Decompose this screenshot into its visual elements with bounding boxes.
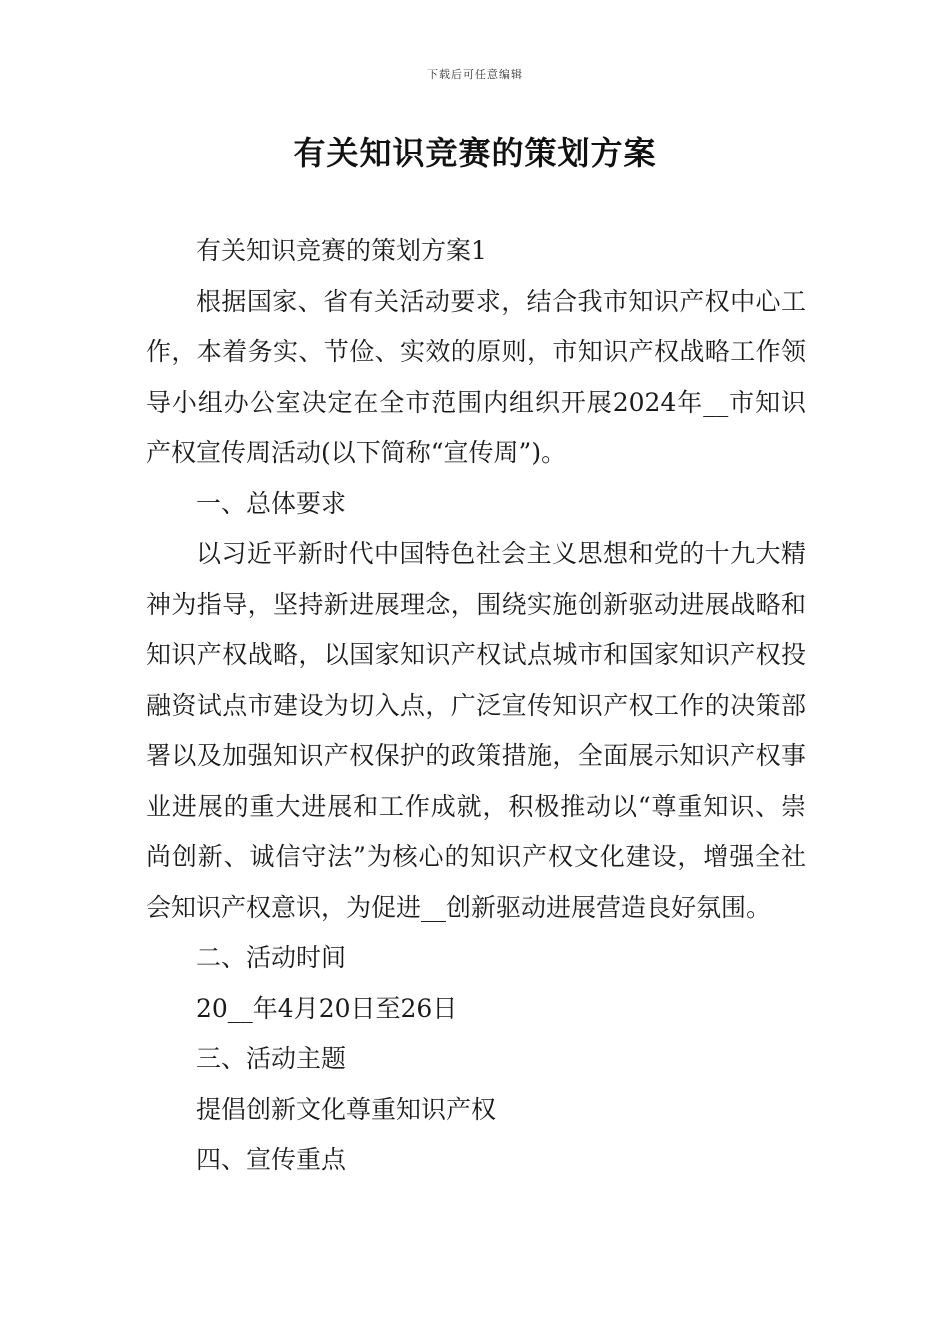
intro-paragraph: 根据国家、省有关活动要求，结合我市知识产权中心工作，本着务实、节俭、实效的原则，市知识产权战略工作领导小组办公室决定在全市范围内组织开展2024年__市知识产权宣传周活动(以下简称“宣传周”)。: [146, 286, 807, 467]
document-body: [146, 226, 806, 1186]
header-note: 下载后可任意编辑: [427, 68, 523, 81]
section-heading-activity-time: 二、活动时间: [196, 943, 347, 972]
document-title: 有关知识竞赛的策划方案: [293, 134, 657, 172]
section-heading-publicity-focus: 四、宣传重点: [196, 1145, 347, 1174]
section-heading-plan-1: 有关知识竞赛的策划方案1: [196, 236, 487, 265]
section-heading-general-requirements: 一、总体要求: [196, 488, 347, 518]
activity-theme-text: 提倡创新文化尊重知识产权: [196, 1094, 497, 1124]
requirements-paragraph: 以习近平新时代中国特色社会主义思想和党的十九大精神为指导，坚持新进展理念，围绕实施创新驱动进展战略和知识产权战略，以国家知识产权试点城市和国家知识产权投融资试点市建设为切入点，广泛宣传知识产权工作的决策部署以及加强知识产权保护的政策措施，全面展示知识产权事业进展的重大进展和工作成就，积极推动以“尊重知识、崇尚创新、诚信守法”为核心的知识产权文化建设，增强全社会知识产权意识，为促进__创新驱动进展营造良好氛围。: [146, 539, 806, 922]
activity-time-text: 20__年4月20日至26日: [196, 993, 458, 1023]
section-heading-activity-theme: 三、活动主题: [196, 1044, 347, 1073]
